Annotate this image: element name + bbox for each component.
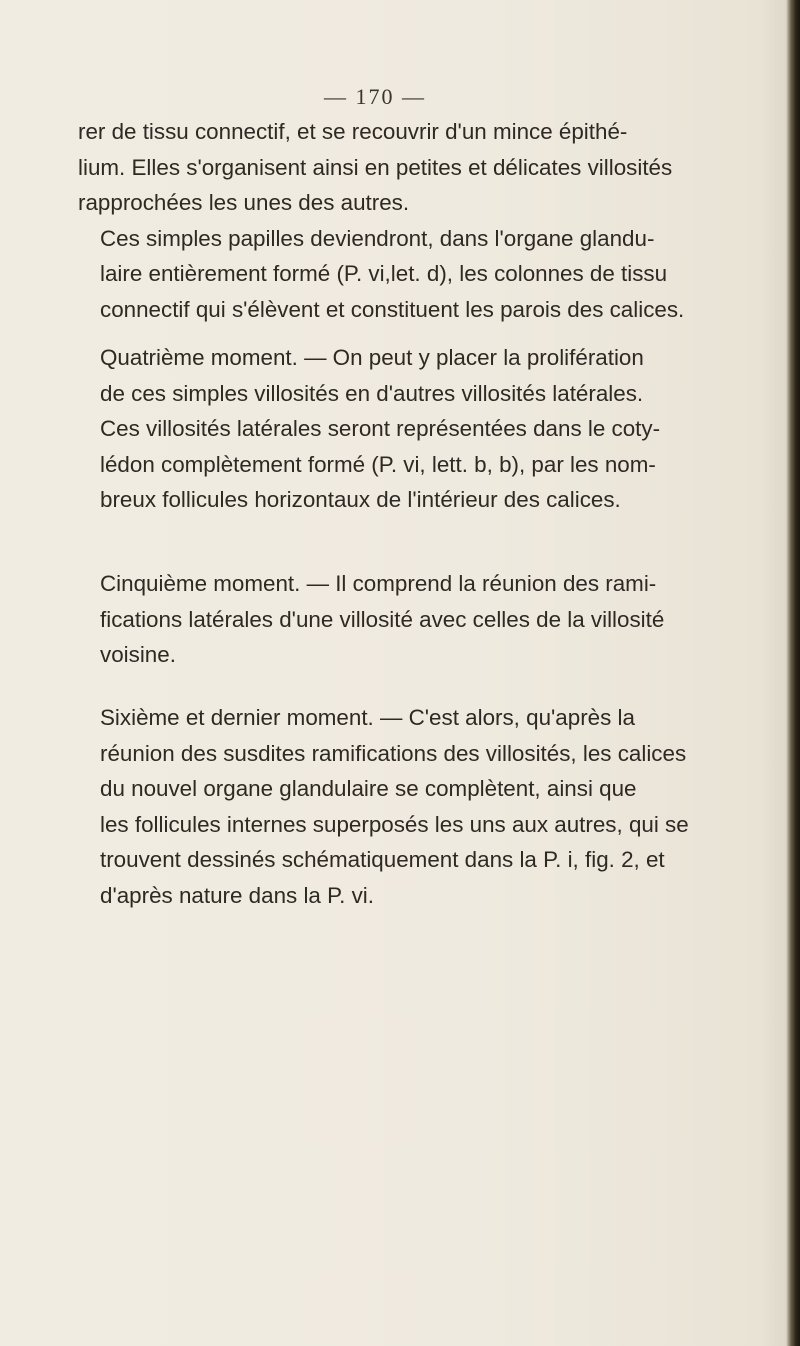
text-line: trouvent dessinés schématiquement dans la P. i, fig. 2, et: [100, 847, 665, 873]
page-number: — 170 —: [324, 84, 426, 109]
text-line: de ces simples villosités en d'autres villosités latérales.: [100, 380, 644, 406]
text-line: Cinquième moment. — Il comprend la réunion des rami-: [100, 571, 657, 596]
text-line: du nouvel organe glandulaire se complètent, ainsi que: [100, 776, 637, 802]
text-line: Sixième et dernier moment. — C'est alors, qu'après la: [100, 705, 635, 730]
text-block-1: [78, 114, 724, 328]
paragraph-5: [78, 566, 724, 673]
paragraph-4: [78, 411, 724, 518]
text-line: fications latérales d'une villosité avec celles de la villosité: [100, 606, 665, 632]
text-block-4: [78, 700, 724, 914]
text-block-3: [78, 566, 724, 673]
text-block-2: [78, 340, 724, 518]
text-line: voisine.: [100, 642, 176, 668]
paragraph-1: [78, 114, 724, 221]
text-line: connectif qui s'élèvent et constituent les parois des calices.: [100, 296, 685, 322]
paragraph-2: [78, 221, 724, 328]
text-line: breux follicules horizontaux de l'intérieur des calices.: [100, 487, 621, 513]
text-line: réunion des susdites ramifications des villosités, les calices: [100, 740, 687, 766]
text-line: lium. Elles s'organisent ainsi en petites et délicates villosités: [78, 154, 673, 180]
text-line: Quatrième moment. — On peut y placer la prolifération: [100, 345, 644, 370]
text-line: laire entièrement formé (P. vi,let. d), les colonnes de tissu: [100, 261, 668, 287]
text-line: rer de tissu connectif, et se recouvrir d'un mince épithé-: [78, 119, 628, 144]
text-line: les follicules internes superposés les uns aux autres, qui se: [100, 811, 689, 837]
text-line: d'après nature dans la P. vi.: [100, 882, 374, 908]
paragraph-3: [78, 340, 724, 411]
text-line: lédon complètement formé (P. vi, lett. b, b), par les nom-: [100, 451, 656, 477]
page-edge-shadow: [786, 0, 800, 1346]
text-line: rapprochées les unes des autres.: [78, 190, 410, 216]
text-line: Ces simples papilles deviendront, dans l'organe glandu-: [100, 225, 655, 251]
paragraph-6: [78, 700, 724, 914]
text-line: Ces villosités latérales seront représentées dans le coty-: [100, 416, 661, 442]
